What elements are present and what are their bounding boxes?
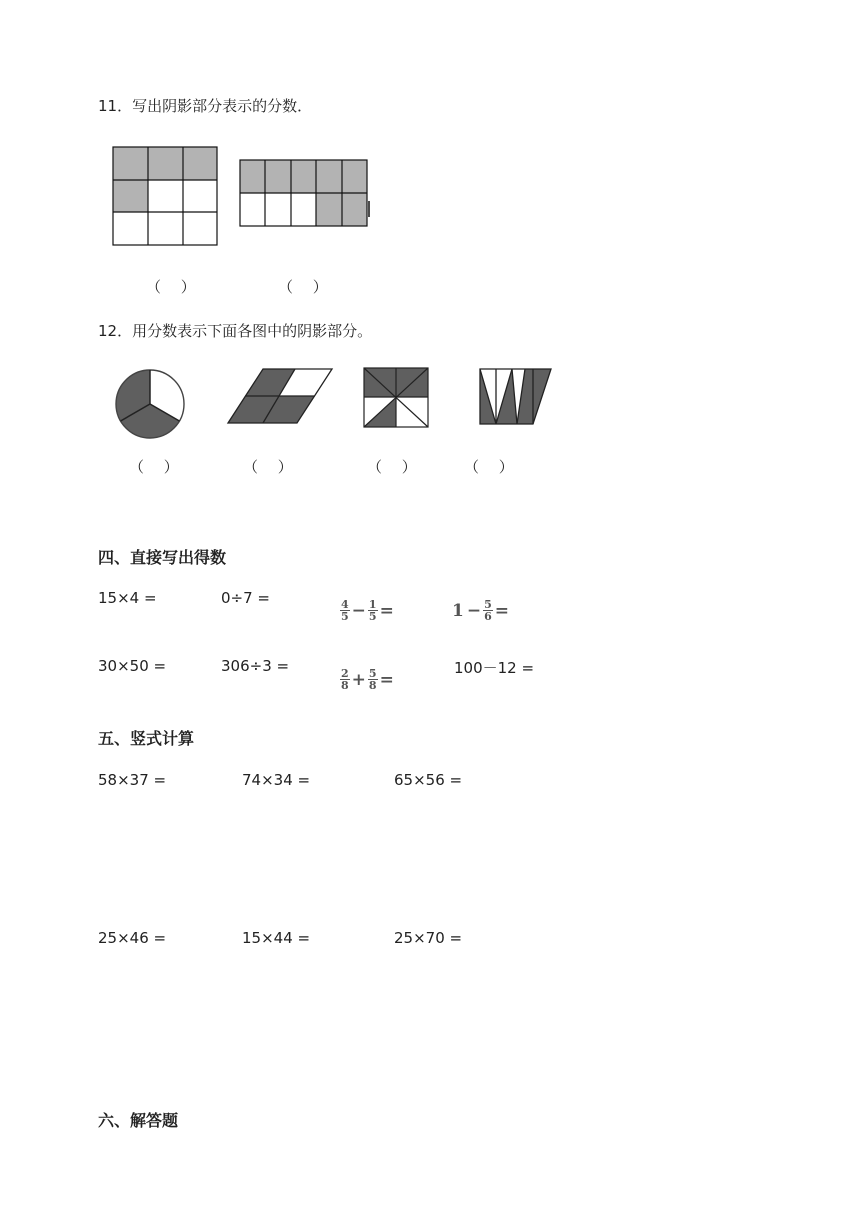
denominator: 8 [341, 679, 349, 692]
expression: 15×4 = [98, 589, 157, 607]
answer-blank[interactable]: （ ） [129, 458, 179, 476]
fraction-expression [340, 599, 396, 622]
numerator: 5 [368, 667, 377, 680]
operator: − [351, 600, 366, 621]
fraction-expression [340, 668, 396, 691]
numerator: 4 [341, 598, 349, 611]
answer-blank[interactable]: （ ） [146, 278, 196, 296]
question-12-title: 12．用分数表示下面各图中的阴影部分。 [98, 322, 373, 340]
expression: 25×46 = [98, 929, 167, 947]
numerator: 2 [341, 667, 349, 680]
denominator: 5 [368, 610, 377, 623]
numerator: 5 [484, 598, 492, 611]
section-4-title: 四、直接写出得数 [98, 548, 227, 567]
equals-sign: = [379, 669, 394, 690]
answer-blank[interactable]: （ ） [243, 458, 293, 476]
equals-sign: = [379, 600, 394, 621]
expression: 30×50 = [98, 657, 167, 675]
equals-sign: = [494, 600, 509, 621]
numerator: 1 [368, 598, 377, 611]
answer-blank[interactable]: （ ） [367, 458, 417, 476]
grid-3x3-fraction-figure [110, 144, 220, 248]
answer-blank[interactable]: （ ） [278, 278, 328, 296]
expression: 74×34 = [242, 771, 311, 789]
circle-thirds-figure [112, 366, 188, 442]
denominator: 5 [341, 610, 349, 623]
operator: + [351, 669, 366, 690]
trapezoid-triangles-figure [475, 366, 555, 428]
grid-2x5-fraction-figure [237, 157, 373, 229]
expression: 58×37 = [98, 771, 167, 789]
answer-blank[interactable]: （ ） [464, 458, 514, 476]
question-11-title: 11．写出阴影部分表示的分数． [98, 97, 313, 115]
expression: 100－12 = [454, 659, 535, 677]
denominator: 6 [484, 610, 492, 623]
section-6-title: 六、解答题 [98, 1111, 179, 1130]
operator: − [466, 600, 482, 621]
section-5-title: 五、竖式计算 [98, 729, 195, 748]
expression: 0÷7 = [221, 589, 270, 607]
denominator: 8 [368, 679, 377, 692]
whole-number: 1 [452, 600, 464, 621]
expression: 25×70 = [394, 929, 463, 947]
expression: 65×56 = [394, 771, 463, 789]
fraction-expression [452, 599, 511, 622]
square-eighths-figure [361, 365, 431, 431]
expression: 15×44 = [242, 929, 311, 947]
expression: 306÷3 = [221, 657, 290, 675]
parallelogram-quarters-figure [226, 366, 336, 428]
